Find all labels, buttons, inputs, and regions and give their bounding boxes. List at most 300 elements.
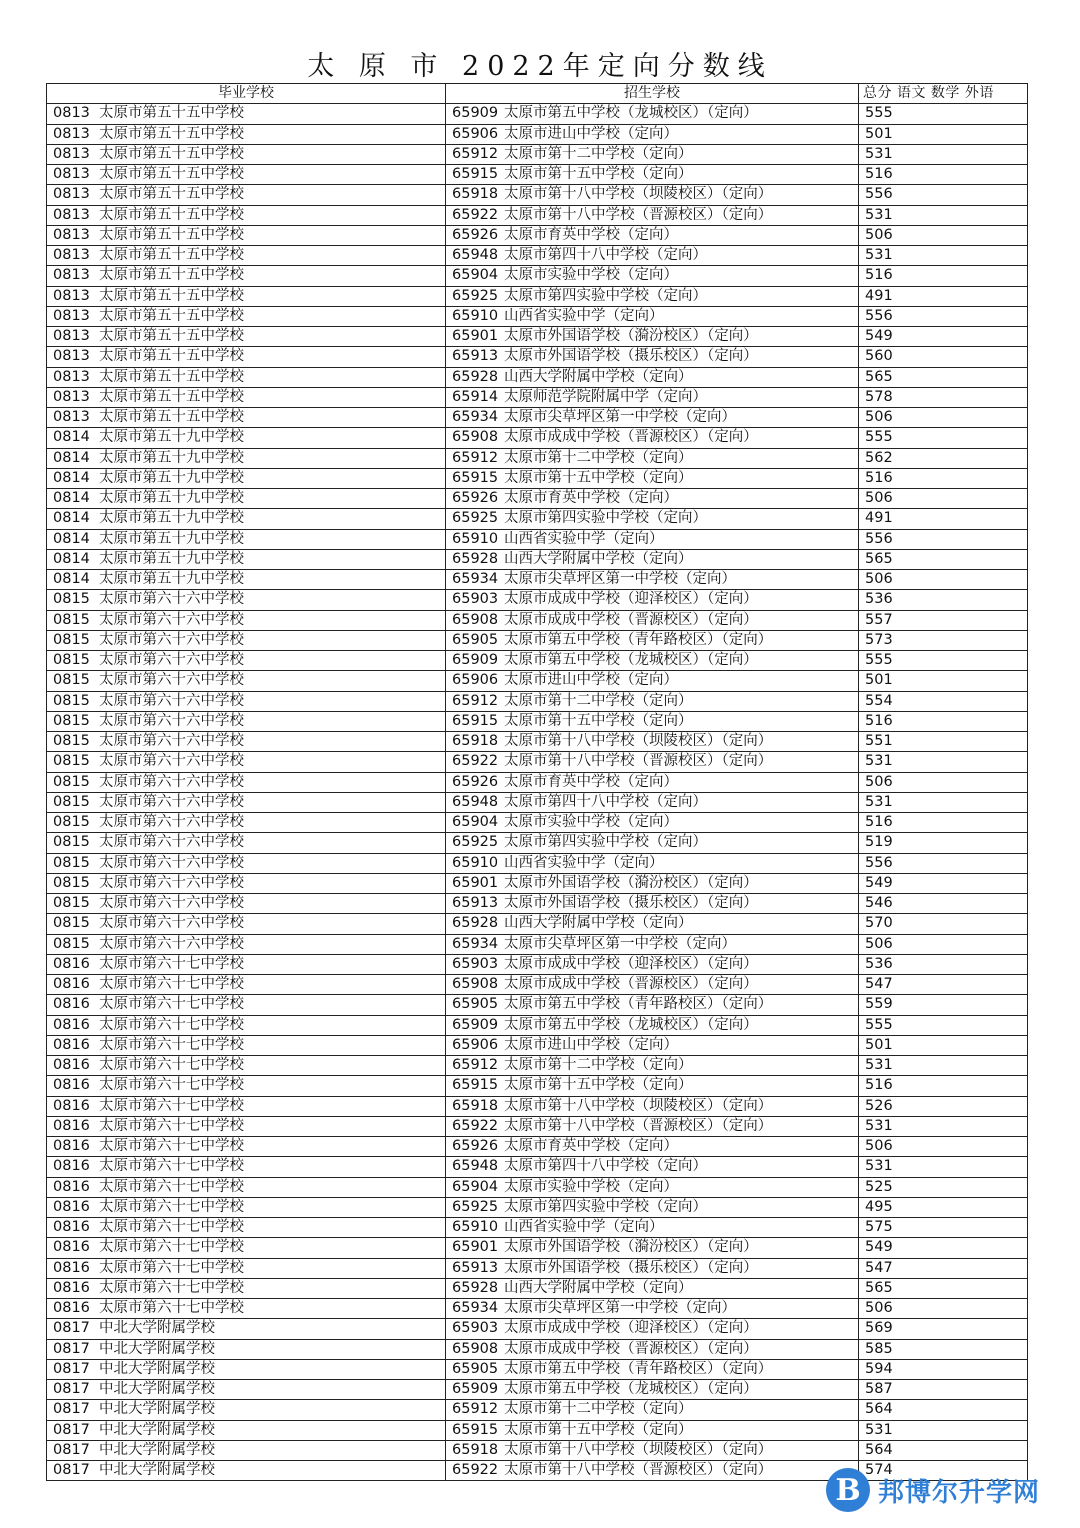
admit-school-name: 山西大学附属中学校（定向） [504,368,693,385]
admit-school-code: 65904 [452,1178,499,1195]
score-table [46,83,1028,1481]
admit-school-cell [446,1096,859,1116]
grad-school-cell [47,873,446,893]
grad-school-code: 0817 [53,1320,90,1337]
table-row [47,347,1028,367]
admit-school-cell [446,1015,859,1035]
table-row [47,448,1028,468]
grad-school-code: 0816 [53,1016,90,1033]
admit-school-code: 65904 [452,814,499,831]
admit-school-code: 65928 [452,1279,499,1296]
grad-school-cell [47,995,446,1015]
grad-school-cell [47,651,446,671]
admit-school-cell [446,610,859,630]
admit-school-cell [446,752,859,772]
admit-school-code: 65922 [452,206,499,223]
admit-school-code: 65913 [452,1259,499,1276]
admit-school-name: 太原市实验中学校（定向） [504,1178,678,1195]
grad-school-name: 太原市第六十六中学校 [99,733,244,750]
admit-school-name: 太原市第十八中学校（坝陵校区）（定向） [504,186,773,203]
grad-school-name: 太原市第六十七中学校 [99,1016,244,1033]
table-row [47,266,1028,286]
grad-school-cell [47,185,446,205]
admit-school-code: 65915 [452,166,499,183]
grad-school-code: 0816 [53,955,90,972]
table-row [47,509,1028,529]
grad-school-code: 0815 [53,733,90,750]
admit-school-cell [446,144,859,164]
grad-school-name: 中北大学附属学校 [99,1462,215,1479]
grad-school-cell [47,1177,446,1197]
table-row [47,104,1028,124]
grad-school-code: 0816 [53,1259,90,1276]
grad-school-cell [47,833,446,853]
grad-school-cell [47,792,446,812]
admit-school-code: 65948 [452,793,499,810]
grad-school-name: 太原市第六十六中学校 [99,935,244,952]
grad-school-cell [47,671,446,691]
grad-school-name: 太原市第六十七中学校 [99,1158,244,1175]
total-score: 536 [859,590,1028,610]
admit-school-code: 65909 [452,105,499,122]
table-row [47,1015,1028,1035]
admit-school-code: 65910 [452,1219,499,1236]
table-row [47,408,1028,428]
admit-school-name: 山西省实验中学（定向） [504,854,664,871]
table-row [47,306,1028,326]
total-score: 549 [859,1238,1028,1258]
grad-school-cell [47,914,446,934]
table-row [47,1116,1028,1136]
admit-school-name: 太原市成成中学校（晋源校区）（定向） [504,611,758,628]
table-row [47,428,1028,448]
grad-school-code: 0815 [53,834,90,851]
table-row [47,772,1028,792]
admit-school-code: 65928 [452,550,499,567]
grad-school-cell [47,1380,446,1400]
table-row [47,1035,1028,1055]
admit-school-code: 65928 [452,915,499,932]
admit-school-cell [446,1157,859,1177]
admit-school-cell [446,185,859,205]
grad-school-code: 0816 [53,1279,90,1296]
table-row [47,1359,1028,1379]
grad-school-code: 0816 [53,1239,90,1256]
grad-school-name: 太原市第五十五中学校 [99,267,244,284]
admit-school-cell [446,1380,859,1400]
admit-school-name: 太原市实验中学校（定向） [504,267,678,284]
grad-school-name: 太原市第五十五中学校 [99,206,244,223]
admit-school-name: 太原市第十二中学校（定向） [504,1401,693,1418]
admit-school-name: 山西大学附属中学校（定向） [504,550,693,567]
grad-school-cell [47,529,446,549]
grad-school-code: 0815 [53,895,90,912]
grad-school-code: 0813 [53,105,90,122]
grad-school-cell [47,104,446,124]
total-score: 559 [859,995,1028,1015]
table-row [47,934,1028,954]
total-score: 516 [859,165,1028,185]
table-row [47,327,1028,347]
table-row [47,549,1028,569]
admit-school-cell [446,104,859,124]
table-row [47,813,1028,833]
grad-school-code: 0814 [53,449,90,466]
table-row [47,732,1028,752]
table-row [47,711,1028,731]
grad-school-cell [47,934,446,954]
admit-school-cell [446,1319,859,1339]
admit-school-cell [446,934,859,954]
admit-school-code: 65913 [452,895,499,912]
grad-school-cell [47,1420,446,1440]
total-score: 519 [859,833,1028,853]
admit-school-cell [446,1278,859,1298]
table-row [47,752,1028,772]
grad-school-cell [47,428,446,448]
admit-school-cell [446,914,859,934]
admit-school-name: 太原市第四十八中学校（定向） [504,247,707,264]
grad-school-code: 0815 [53,672,90,689]
grad-school-code: 0817 [53,1421,90,1438]
table-row [47,914,1028,934]
grad-school-name: 太原市第五十九中学校 [99,429,244,446]
grad-school-cell [47,509,446,529]
table-row [47,873,1028,893]
total-score: 555 [859,1015,1028,1035]
total-score: 531 [859,752,1028,772]
grad-school-code: 0814 [53,429,90,446]
total-score: 555 [859,428,1028,448]
admit-school-name: 太原市成成中学校（迎泽校区）（定向） [504,1320,758,1337]
admit-school-code: 65912 [452,1057,499,1074]
grad-school-code: 0815 [53,692,90,709]
table-row [47,1238,1028,1258]
grad-school-cell [47,387,446,407]
admit-school-name: 太原市第十二中学校（定向） [504,692,693,709]
grad-school-name: 太原市第五十九中学校 [99,469,244,486]
admit-school-name: 太原市第五中学校（龙城校区）（定向） [504,652,758,669]
total-score: 562 [859,448,1028,468]
grad-school-code: 0815 [53,611,90,628]
grad-school-name: 太原市第六十六中学校 [99,611,244,628]
table-row [47,165,1028,185]
grad-school-cell [47,1278,446,1298]
grad-school-name: 太原市第六十六中学校 [99,712,244,729]
admit-school-code: 65910 [452,530,499,547]
grad-school-name: 中北大学附属学校 [99,1421,215,1438]
grad-school-cell [47,772,446,792]
total-score: 565 [859,367,1028,387]
table-row [47,792,1028,812]
table-row [47,975,1028,995]
grad-school-code: 0815 [53,753,90,770]
admit-school-code: 65918 [452,1097,499,1114]
admit-school-name: 太原市第十五中学校（定向） [504,1421,693,1438]
table-row [47,144,1028,164]
total-score: 585 [859,1339,1028,1359]
grad-school-code: 0813 [53,307,90,324]
grad-school-code: 0814 [53,550,90,567]
admit-school-name: 太原市第十八中学校（晋源校区）（定向） [504,206,773,223]
admit-school-name: 太原市成成中学校（晋源校区）（定向） [504,1340,758,1357]
grad-school-code: 0815 [53,854,90,871]
table-row [47,1177,1028,1197]
total-score: 565 [859,549,1028,569]
table-row [47,205,1028,225]
grad-school-cell [47,691,446,711]
admit-school-name: 太原市外国语学校（漪汾校区）（定向） [504,874,758,891]
admit-school-code: 65912 [452,145,499,162]
admit-school-cell [446,833,859,853]
table-row [47,185,1028,205]
page-title: 太 原 市 2022年定向分数线 [307,51,773,82]
grad-school-cell [47,448,446,468]
admit-school-code: 65910 [452,307,499,324]
grad-school-name: 太原市第五十九中学校 [99,490,244,507]
admit-school-cell [446,1359,859,1379]
admit-school-cell [446,1056,859,1076]
admit-school-name: 太原市第四实验中学校（定向） [504,287,707,304]
admit-school-name: 太原市外国语学校（摄乐校区）（定向） [504,348,758,365]
total-score: 491 [859,509,1028,529]
admit-school-cell [446,529,859,549]
admit-school-name: 太原市第十五中学校（定向） [504,712,693,729]
admit-school-name: 太原师范学院附属中学（定向） [504,388,707,405]
grad-school-code: 0816 [53,1117,90,1134]
table-row [47,954,1028,974]
grad-school-code: 0815 [53,915,90,932]
total-score: 536 [859,954,1028,974]
admit-school-name: 太原市第十八中学校（坝陵校区）（定向） [504,733,773,750]
grad-school-cell [47,205,446,225]
table-row [47,489,1028,509]
admit-school-cell [446,1035,859,1055]
grad-school-cell [47,1197,446,1217]
admit-school-cell [446,1299,859,1319]
grad-school-code: 0817 [53,1381,90,1398]
grad-school-name: 太原市第六十七中学校 [99,1239,244,1256]
grad-school-cell [47,1035,446,1055]
grad-school-name: 太原市第六十七中学校 [99,1300,244,1317]
admit-school-name: 太原市第五中学校（龙城校区）（定向） [504,105,758,122]
table-row [47,570,1028,590]
grad-school-code: 0813 [53,409,90,426]
admit-school-cell [446,1461,859,1481]
grad-school-name: 太原市第六十六中学校 [99,834,244,851]
admit-school-code: 65903 [452,591,499,608]
table-row [47,1420,1028,1440]
grad-school-name: 太原市第六十七中学校 [99,1178,244,1195]
total-score: 546 [859,894,1028,914]
admit-school-code: 65904 [452,267,499,284]
admit-school-code: 65922 [452,1117,499,1134]
grad-school-cell [47,266,446,286]
total-score: 526 [859,1096,1028,1116]
admit-school-code: 65926 [452,773,499,790]
grad-school-cell [47,306,446,326]
admit-school-code: 65909 [452,1016,499,1033]
grad-school-cell [47,752,446,772]
total-score: 531 [859,1420,1028,1440]
admit-school-cell [446,772,859,792]
admit-school-cell [446,651,859,671]
admit-school-name: 山西大学附属中学校（定向） [504,1279,693,1296]
grad-school-name: 中北大学附属学校 [99,1340,215,1357]
admit-school-name: 太原市第十八中学校（晋源校区）（定向） [504,753,773,770]
admit-school-cell [446,732,859,752]
grad-school-name: 太原市第六十七中学校 [99,996,244,1013]
admit-school-cell [446,165,859,185]
admit-school-cell [446,286,859,306]
admit-school-name: 山西省实验中学（定向） [504,307,664,324]
admit-school-name: 太原市育英中学校（定向） [504,490,678,507]
grad-school-cell [47,1015,446,1035]
total-score: 495 [859,1197,1028,1217]
grad-school-code: 0813 [53,388,90,405]
grad-school-cell [47,1461,446,1481]
admit-school-name: 太原市实验中学校（定向） [504,814,678,831]
table-row [47,1258,1028,1278]
total-score: 501 [859,1035,1028,1055]
grad-school-name: 太原市第五十九中学校 [99,550,244,567]
admit-school-cell [446,1218,859,1238]
admit-school-name: 太原市第五中学校（青年路校区）（定向） [504,1360,773,1377]
admit-school-cell [446,894,859,914]
grad-school-name: 太原市第五十五中学校 [99,368,244,385]
admit-school-name: 太原市第四十八中学校（定向） [504,793,707,810]
total-score: 549 [859,327,1028,347]
table-row [47,246,1028,266]
total-score: 506 [859,570,1028,590]
total-score: 549 [859,873,1028,893]
admit-school-code: 65913 [452,348,499,365]
site-name: 邦博尔升学网 [878,1477,1041,1508]
grad-school-cell [47,894,446,914]
table-row [47,468,1028,488]
grad-school-cell [47,1400,446,1420]
grad-school-cell [47,246,446,266]
grad-school-name: 太原市第六十六中学校 [99,672,244,689]
admit-school-name: 太原市第十二中学校（定向） [504,1057,693,1074]
grad-school-code: 0816 [53,1097,90,1114]
admit-school-cell [446,347,859,367]
grad-school-name: 太原市第五十五中学校 [99,388,244,405]
grad-school-name: 太原市第六十七中学校 [99,1279,244,1296]
admit-school-code: 65912 [452,692,499,709]
admit-school-name: 太原市第五中学校（青年路校区）（定向） [504,996,773,1013]
total-score: 516 [859,711,1028,731]
total-score: 555 [859,651,1028,671]
admit-school-cell [446,327,859,347]
admit-school-cell [446,124,859,144]
grad-school-code: 0816 [53,1300,90,1317]
grad-school-cell [47,1076,446,1096]
grad-school-name: 中北大学附属学校 [99,1441,215,1458]
grad-school-cell [47,1299,446,1319]
grad-school-name: 太原市第六十七中学校 [99,1259,244,1276]
grad-school-cell [47,711,446,731]
grad-school-cell [47,1339,446,1359]
grad-school-name: 太原市第六十六中学校 [99,753,244,770]
grad-school-name: 太原市第五十五中学校 [99,247,244,264]
admit-school-name: 太原市育英中学校（定向） [504,226,678,243]
total-score: 554 [859,691,1028,711]
grad-school-cell [47,630,446,650]
grad-school-code: 0813 [53,125,90,142]
table-row [47,1197,1028,1217]
table-row [47,286,1028,306]
admit-school-code: 65918 [452,1441,499,1458]
grad-school-cell [47,570,446,590]
site-watermark [826,1466,1066,1514]
admit-school-name: 太原市尖草坪区第一中学校（定向） [504,1300,736,1317]
admit-school-cell [446,853,859,873]
admit-school-code: 65934 [452,935,499,952]
total-score: 501 [859,671,1028,691]
site-logo-icon: B [826,1468,870,1512]
grad-school-cell [47,954,446,974]
grad-school-name: 太原市第五十五中学校 [99,287,244,304]
admit-school-name: 太原市第十八中学校（晋源校区）（定向） [504,1117,773,1134]
total-score: 574 [859,1461,1028,1481]
admit-school-name: 太原市第十八中学校（晋源校区）（定向） [504,1462,773,1479]
grad-school-name: 太原市第六十七中学校 [99,1097,244,1114]
grad-school-code: 0815 [53,793,90,810]
admit-school-cell [446,570,859,590]
total-score: 556 [859,185,1028,205]
admit-school-code: 65912 [452,1401,499,1418]
admit-school-cell [446,590,859,610]
grad-school-code: 0816 [53,1158,90,1175]
total-score: 531 [859,205,1028,225]
table-row [47,225,1028,245]
admit-school-code: 65928 [452,368,499,385]
admit-school-code: 65910 [452,854,499,871]
total-score: 531 [859,1157,1028,1177]
grad-school-cell [47,408,446,428]
grad-school-name: 太原市第五十五中学校 [99,166,244,183]
admit-school-cell [446,873,859,893]
admit-school-cell [446,691,859,711]
total-score: 547 [859,975,1028,995]
table-row [47,590,1028,610]
table-row [47,1339,1028,1359]
admit-school-name: 太原市外国语学校（摄乐校区）（定向） [504,1259,758,1276]
total-score: 516 [859,813,1028,833]
table-row [47,387,1028,407]
grad-school-name: 太原市第六十七中学校 [99,955,244,972]
grad-school-code: 0815 [53,591,90,608]
grad-school-code: 0815 [53,814,90,831]
admit-school-name: 太原市第四实验中学校（定向） [504,1198,707,1215]
grad-school-code: 0813 [53,328,90,345]
grad-school-code: 0813 [53,267,90,284]
total-score: 506 [859,489,1028,509]
grad-school-cell [47,367,446,387]
admit-school-cell [446,246,859,266]
grad-school-name: 中北大学附属学校 [99,1381,215,1398]
grad-school-name: 太原市第五十五中学校 [99,145,244,162]
table-row [47,1096,1028,1116]
admit-school-code: 65926 [452,490,499,507]
header-scores: 总分 语文 数学 外语 [859,84,1028,104]
grad-school-code: 0816 [53,1219,90,1236]
grad-school-name: 太原市第五十九中学校 [99,571,244,588]
grad-school-name: 太原市第五十五中学校 [99,348,244,365]
admit-school-cell [446,1440,859,1460]
total-score: 569 [859,1319,1028,1339]
